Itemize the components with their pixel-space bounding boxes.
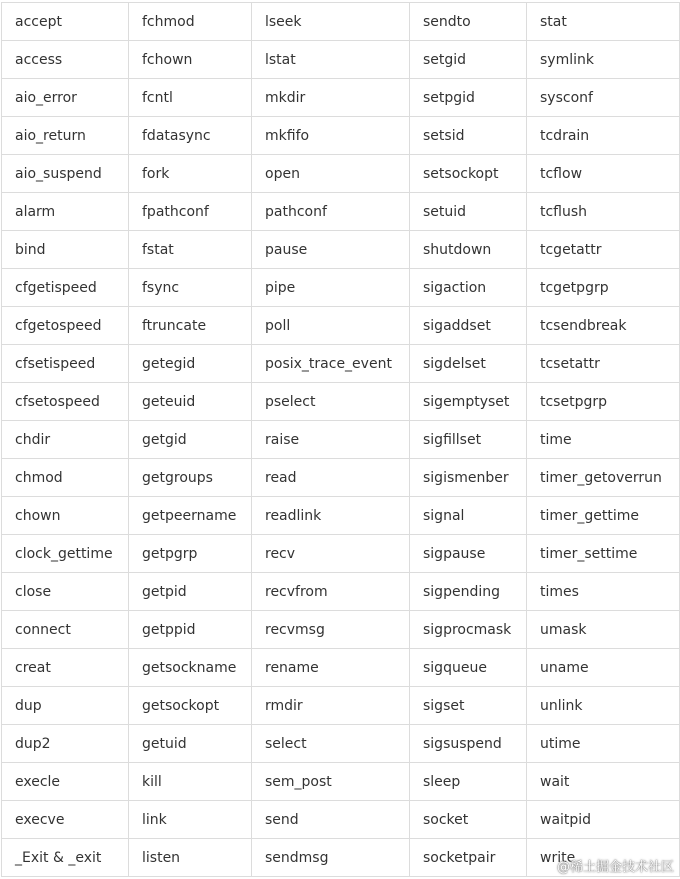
table-cell: alarm xyxy=(2,193,129,231)
table-cell: chmod xyxy=(2,459,129,497)
table-cell: tcgetpgrp xyxy=(527,269,680,307)
table-cell: readlink xyxy=(252,497,410,535)
table-cell: sigset xyxy=(410,687,527,725)
table-body xyxy=(2,3,680,877)
table-cell: tcflush xyxy=(527,193,680,231)
table-cell: sendto xyxy=(410,3,527,41)
table-cell: kill xyxy=(129,763,252,801)
table-cell: times xyxy=(527,573,680,611)
table-cell: bind xyxy=(2,231,129,269)
table-row xyxy=(2,421,680,459)
table-cell: sigfillset xyxy=(410,421,527,459)
table-cell: aio_suspend xyxy=(2,155,129,193)
table-row xyxy=(2,611,680,649)
table-row xyxy=(2,801,680,839)
table-cell: cfgetospeed xyxy=(2,307,129,345)
table-cell: symlink xyxy=(527,41,680,79)
table-cell: getuid xyxy=(129,725,252,763)
table-cell: sysconf xyxy=(527,79,680,117)
table-row xyxy=(2,763,680,801)
table-cell: pathconf xyxy=(252,193,410,231)
table-cell: setuid xyxy=(410,193,527,231)
table-row xyxy=(2,193,680,231)
table-cell: stat xyxy=(527,3,680,41)
table-cell: dup xyxy=(2,687,129,725)
table-cell: aio_return xyxy=(2,117,129,155)
table-row xyxy=(2,687,680,725)
table-cell: pipe xyxy=(252,269,410,307)
table-cell: fchown xyxy=(129,41,252,79)
table-cell: setsockopt xyxy=(410,155,527,193)
table-row xyxy=(2,725,680,763)
table-cell: close xyxy=(2,573,129,611)
table-row xyxy=(2,649,680,687)
table-cell: rename xyxy=(252,649,410,687)
table-row xyxy=(2,535,680,573)
table-cell: utime xyxy=(527,725,680,763)
table-cell: recv xyxy=(252,535,410,573)
table-cell: fcntl xyxy=(129,79,252,117)
function-table xyxy=(1,2,680,877)
table-cell: lstat xyxy=(252,41,410,79)
table-cell: cfsetispeed xyxy=(2,345,129,383)
table-cell: execle xyxy=(2,763,129,801)
table-row xyxy=(2,383,680,421)
table-cell: getpid xyxy=(129,573,252,611)
table-cell: timer_settime xyxy=(527,535,680,573)
table-cell: mkfifo xyxy=(252,117,410,155)
table-cell: rmdir xyxy=(252,687,410,725)
table-cell: shutdown xyxy=(410,231,527,269)
table-cell: tcgetattr xyxy=(527,231,680,269)
table-cell: sigqueue xyxy=(410,649,527,687)
table-cell: chown xyxy=(2,497,129,535)
table-cell: posix_trace_event xyxy=(252,345,410,383)
table-cell: fstat xyxy=(129,231,252,269)
table-cell: access xyxy=(2,41,129,79)
table-cell: execve xyxy=(2,801,129,839)
table-cell: timer_gettime xyxy=(527,497,680,535)
table-cell: getgroups xyxy=(129,459,252,497)
table-cell: getpeername xyxy=(129,497,252,535)
table-row xyxy=(2,117,680,155)
table-cell: cfgetispeed xyxy=(2,269,129,307)
table-row xyxy=(2,497,680,535)
table-cell: uname xyxy=(527,649,680,687)
table-cell: read xyxy=(252,459,410,497)
table-cell: sem_post xyxy=(252,763,410,801)
table-cell: time xyxy=(527,421,680,459)
table-cell: connect xyxy=(2,611,129,649)
table-row xyxy=(2,41,680,79)
table-cell: ftruncate xyxy=(129,307,252,345)
table-cell: open xyxy=(252,155,410,193)
table-cell: getpgrp xyxy=(129,535,252,573)
table-cell: sigismenber xyxy=(410,459,527,497)
table-cell: aio_error xyxy=(2,79,129,117)
table-row xyxy=(2,269,680,307)
table-row xyxy=(2,155,680,193)
table-row xyxy=(2,3,680,41)
table-cell: socket xyxy=(410,801,527,839)
table-cell: poll xyxy=(252,307,410,345)
table-cell: setpgid xyxy=(410,79,527,117)
table-cell: _Exit & _exit xyxy=(2,839,129,877)
table-cell: unlink xyxy=(527,687,680,725)
table-cell: geteuid xyxy=(129,383,252,421)
table-cell: sigsuspend xyxy=(410,725,527,763)
table-cell: lseek xyxy=(252,3,410,41)
table-cell: timer_getoverrun xyxy=(527,459,680,497)
table-cell: sleep xyxy=(410,763,527,801)
table-cell: tcflow xyxy=(527,155,680,193)
table-cell: setsid xyxy=(410,117,527,155)
table-cell: link xyxy=(129,801,252,839)
table-cell: socketpair xyxy=(410,839,527,877)
table-cell: creat xyxy=(2,649,129,687)
table-cell: cfsetospeed xyxy=(2,383,129,421)
table-cell: fsync xyxy=(129,269,252,307)
table-row xyxy=(2,459,680,497)
table-cell: sigaddset xyxy=(410,307,527,345)
table-cell: chdir xyxy=(2,421,129,459)
table-cell: tcdrain xyxy=(527,117,680,155)
table-cell: sigdelset xyxy=(410,345,527,383)
table-cell: write xyxy=(527,839,680,877)
table-cell: dup2 xyxy=(2,725,129,763)
table-cell: send xyxy=(252,801,410,839)
table-cell: sigpending xyxy=(410,573,527,611)
table-cell: select xyxy=(252,725,410,763)
table-cell: sigemptyset xyxy=(410,383,527,421)
table-row xyxy=(2,573,680,611)
table-cell: signal xyxy=(410,497,527,535)
table-cell: sigaction xyxy=(410,269,527,307)
table-cell: waitpid xyxy=(527,801,680,839)
table-cell: pselect xyxy=(252,383,410,421)
table-cell: sendmsg xyxy=(252,839,410,877)
table-cell: sigprocmask xyxy=(410,611,527,649)
table-cell: getsockname xyxy=(129,649,252,687)
table-row xyxy=(2,345,680,383)
table-cell: tcsetattr xyxy=(527,345,680,383)
table-cell: fchmod xyxy=(129,3,252,41)
table-cell: accept xyxy=(2,3,129,41)
table-cell: getgid xyxy=(129,421,252,459)
table-cell: tcsetpgrp xyxy=(527,383,680,421)
table-row xyxy=(2,79,680,117)
table-cell: recvfrom xyxy=(252,573,410,611)
table-cell: getegid xyxy=(129,345,252,383)
table-cell: pause xyxy=(252,231,410,269)
table-row xyxy=(2,307,680,345)
table-cell: clock_gettime xyxy=(2,535,129,573)
table-cell: fork xyxy=(129,155,252,193)
table-cell: umask xyxy=(527,611,680,649)
table-cell: fpathconf xyxy=(129,193,252,231)
table-cell: raise xyxy=(252,421,410,459)
table-cell: sigpause xyxy=(410,535,527,573)
table-cell: getsockopt xyxy=(129,687,252,725)
table-cell: fdatasync xyxy=(129,117,252,155)
table-row xyxy=(2,231,680,269)
table-cell: mkdir xyxy=(252,79,410,117)
table-cell: getppid xyxy=(129,611,252,649)
table-cell: wait xyxy=(527,763,680,801)
table-cell: recvmsg xyxy=(252,611,410,649)
table-cell: listen xyxy=(129,839,252,877)
table-cell: setgid xyxy=(410,41,527,79)
watermark: @稀土掘金技术社区 xyxy=(556,860,674,875)
table-cell: tcsendbreak xyxy=(527,307,680,345)
